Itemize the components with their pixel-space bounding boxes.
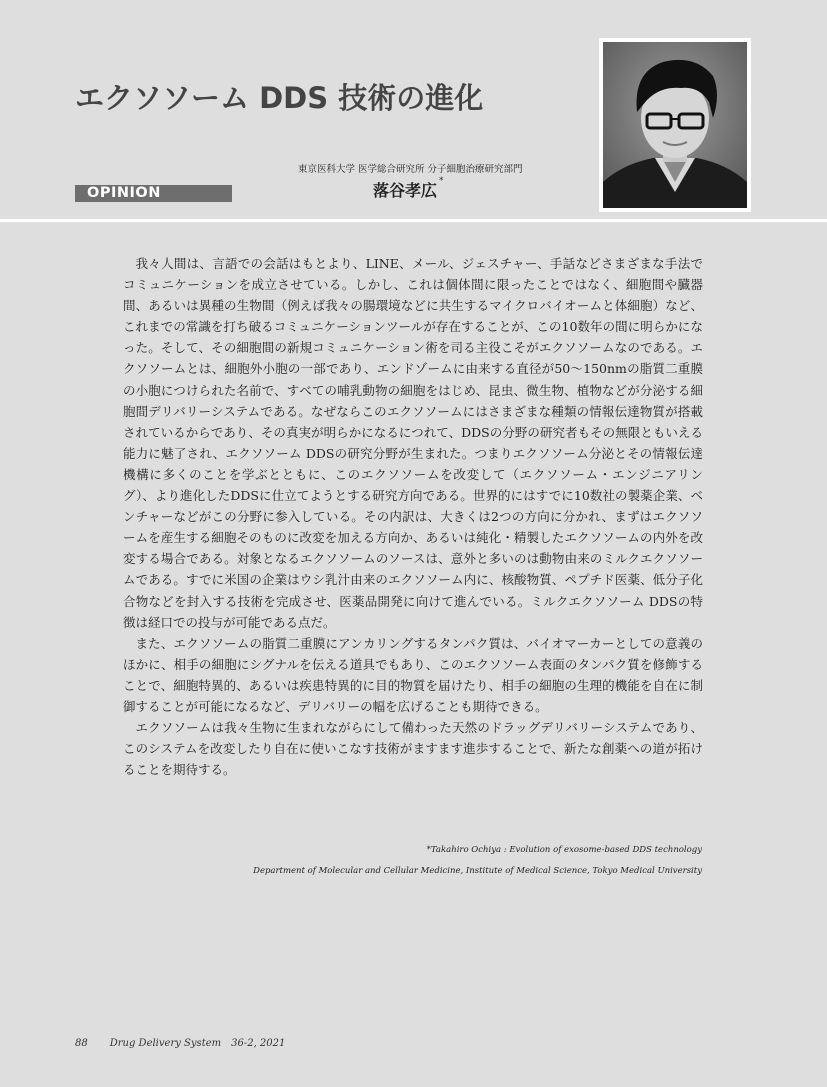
- author-portrait-image: [603, 42, 747, 208]
- body-paragraph: エクソソームは我々生物に生まれながらにして備わった天然のドラッグデリバリーシステムであり、このシステムを改変したり自在に使いこなす技術がますます進歩することで、新たな創薬への道が拓けることを期待する。: [123, 720, 703, 778]
- author-photo: [599, 38, 751, 212]
- body-paragraph: また、エクソソームの脂質二重膜にアンカリングするタンパク質は、バイオマーカーとしての意義のほかに、相手の細胞にシグナルを伝える道具でもあり、このエクソソーム表面のタンパク質を修飾することで、細胞特異的、あるいは疾患特異的に目的物質を届けたり、相手の細胞の生理的機能を自在に制御することが可能になるなど、デリバリーの幅を広げることも期待できる。: [123, 635, 703, 714]
- footnote-english-affiliation: Department of Molecular and Cellular Medicine, Institute of Medical Science, Tokyo Medical University: [253, 866, 702, 876]
- article-body: [123, 253, 703, 780]
- author-affiliation: 東京医科大学 医学総合研究所 分子細胞治療研究部門: [298, 164, 523, 175]
- author-footnote-mark: *: [439, 176, 444, 186]
- article-title: エクソソーム DDS 技術の進化: [75, 81, 484, 115]
- section-label: OPINION: [75, 185, 232, 202]
- footnote-english-title: *Takahiro Ochiya : Evolution of exosome-based DDS technology: [426, 845, 702, 855]
- body-paragraph: 我々人間は、言語での会話はもとより、LINE、メール、ジェスチャー、手話などさまざまな手法でコミュニケーションを成立させている。しかし、これは個体間に限ったことではなく、細胞間や臓器間、あるいは異種の生物間（例えば我々の腸環境などに共生するマイクロバイオームと体細胞）など、これまでの常識を打ち破るコミュニケーションツールが存在することが、この10数年の間に明らかになった。そして、その細胞間の新規コミュニケーション術を司る主役こそがエクソソームなのである。エクソソームとは、細胞外小胞の一部であり、エンドゾームに由来する直径が50～150nmの脂質二重膜の小胞につけられた名前で、すべての哺乳動物の細胞をはじめ、昆虫、微生物、植物などが分泌する細胞間デリバリーシステムである。なぜならこのエクソソームにはさまざまな種類の情報伝達物質が搭載されているからであり、その真実が明らかになるにつれて、DDSの分野の研究者もその無限ともいえる能力に魅了され、エクソソーム DDSの研究分野が生まれた。つまりエクソソーム分泌とその情報伝達機構に多くのことを学ぶとともに、このエクソソームを改変して（エクソソーム・エンジニアリング）、より進化したDDSに仕立てようとする研究方向である。世界的にはすでに10数社の製薬企業、ベンチャーなどがこの分野に参入している。その内訳は、大きくは2つの方向に分かれ、まずはエクソソームを産生する細胞そのものに改変を加える方向か、あるいは純化・精製したエクソソームの内外を改変する場合である。対象となるエクソソームのソースは、意外と多いのは動物由来のミルクエクソソームである。すでに米国の企業はウシ乳汁由来のエクソソーム内に、核酸物質、ペプチド医薬、低分子化合物などを封入する技術を完成させ、医薬品開発に向けて進んでいる。ミルクエクソソーム DDSの特徴は経口での投与が可能である点だ。: [123, 256, 703, 630]
- header-divider: [0, 219, 827, 222]
- author-name: 落谷孝広: [373, 181, 438, 200]
- page-number: 88: [75, 1038, 88, 1049]
- journal-citation: Drug Delivery System 36-2, 2021: [109, 1038, 286, 1049]
- author-name-line: [373, 178, 444, 201]
- page-footer: [75, 1034, 285, 1049]
